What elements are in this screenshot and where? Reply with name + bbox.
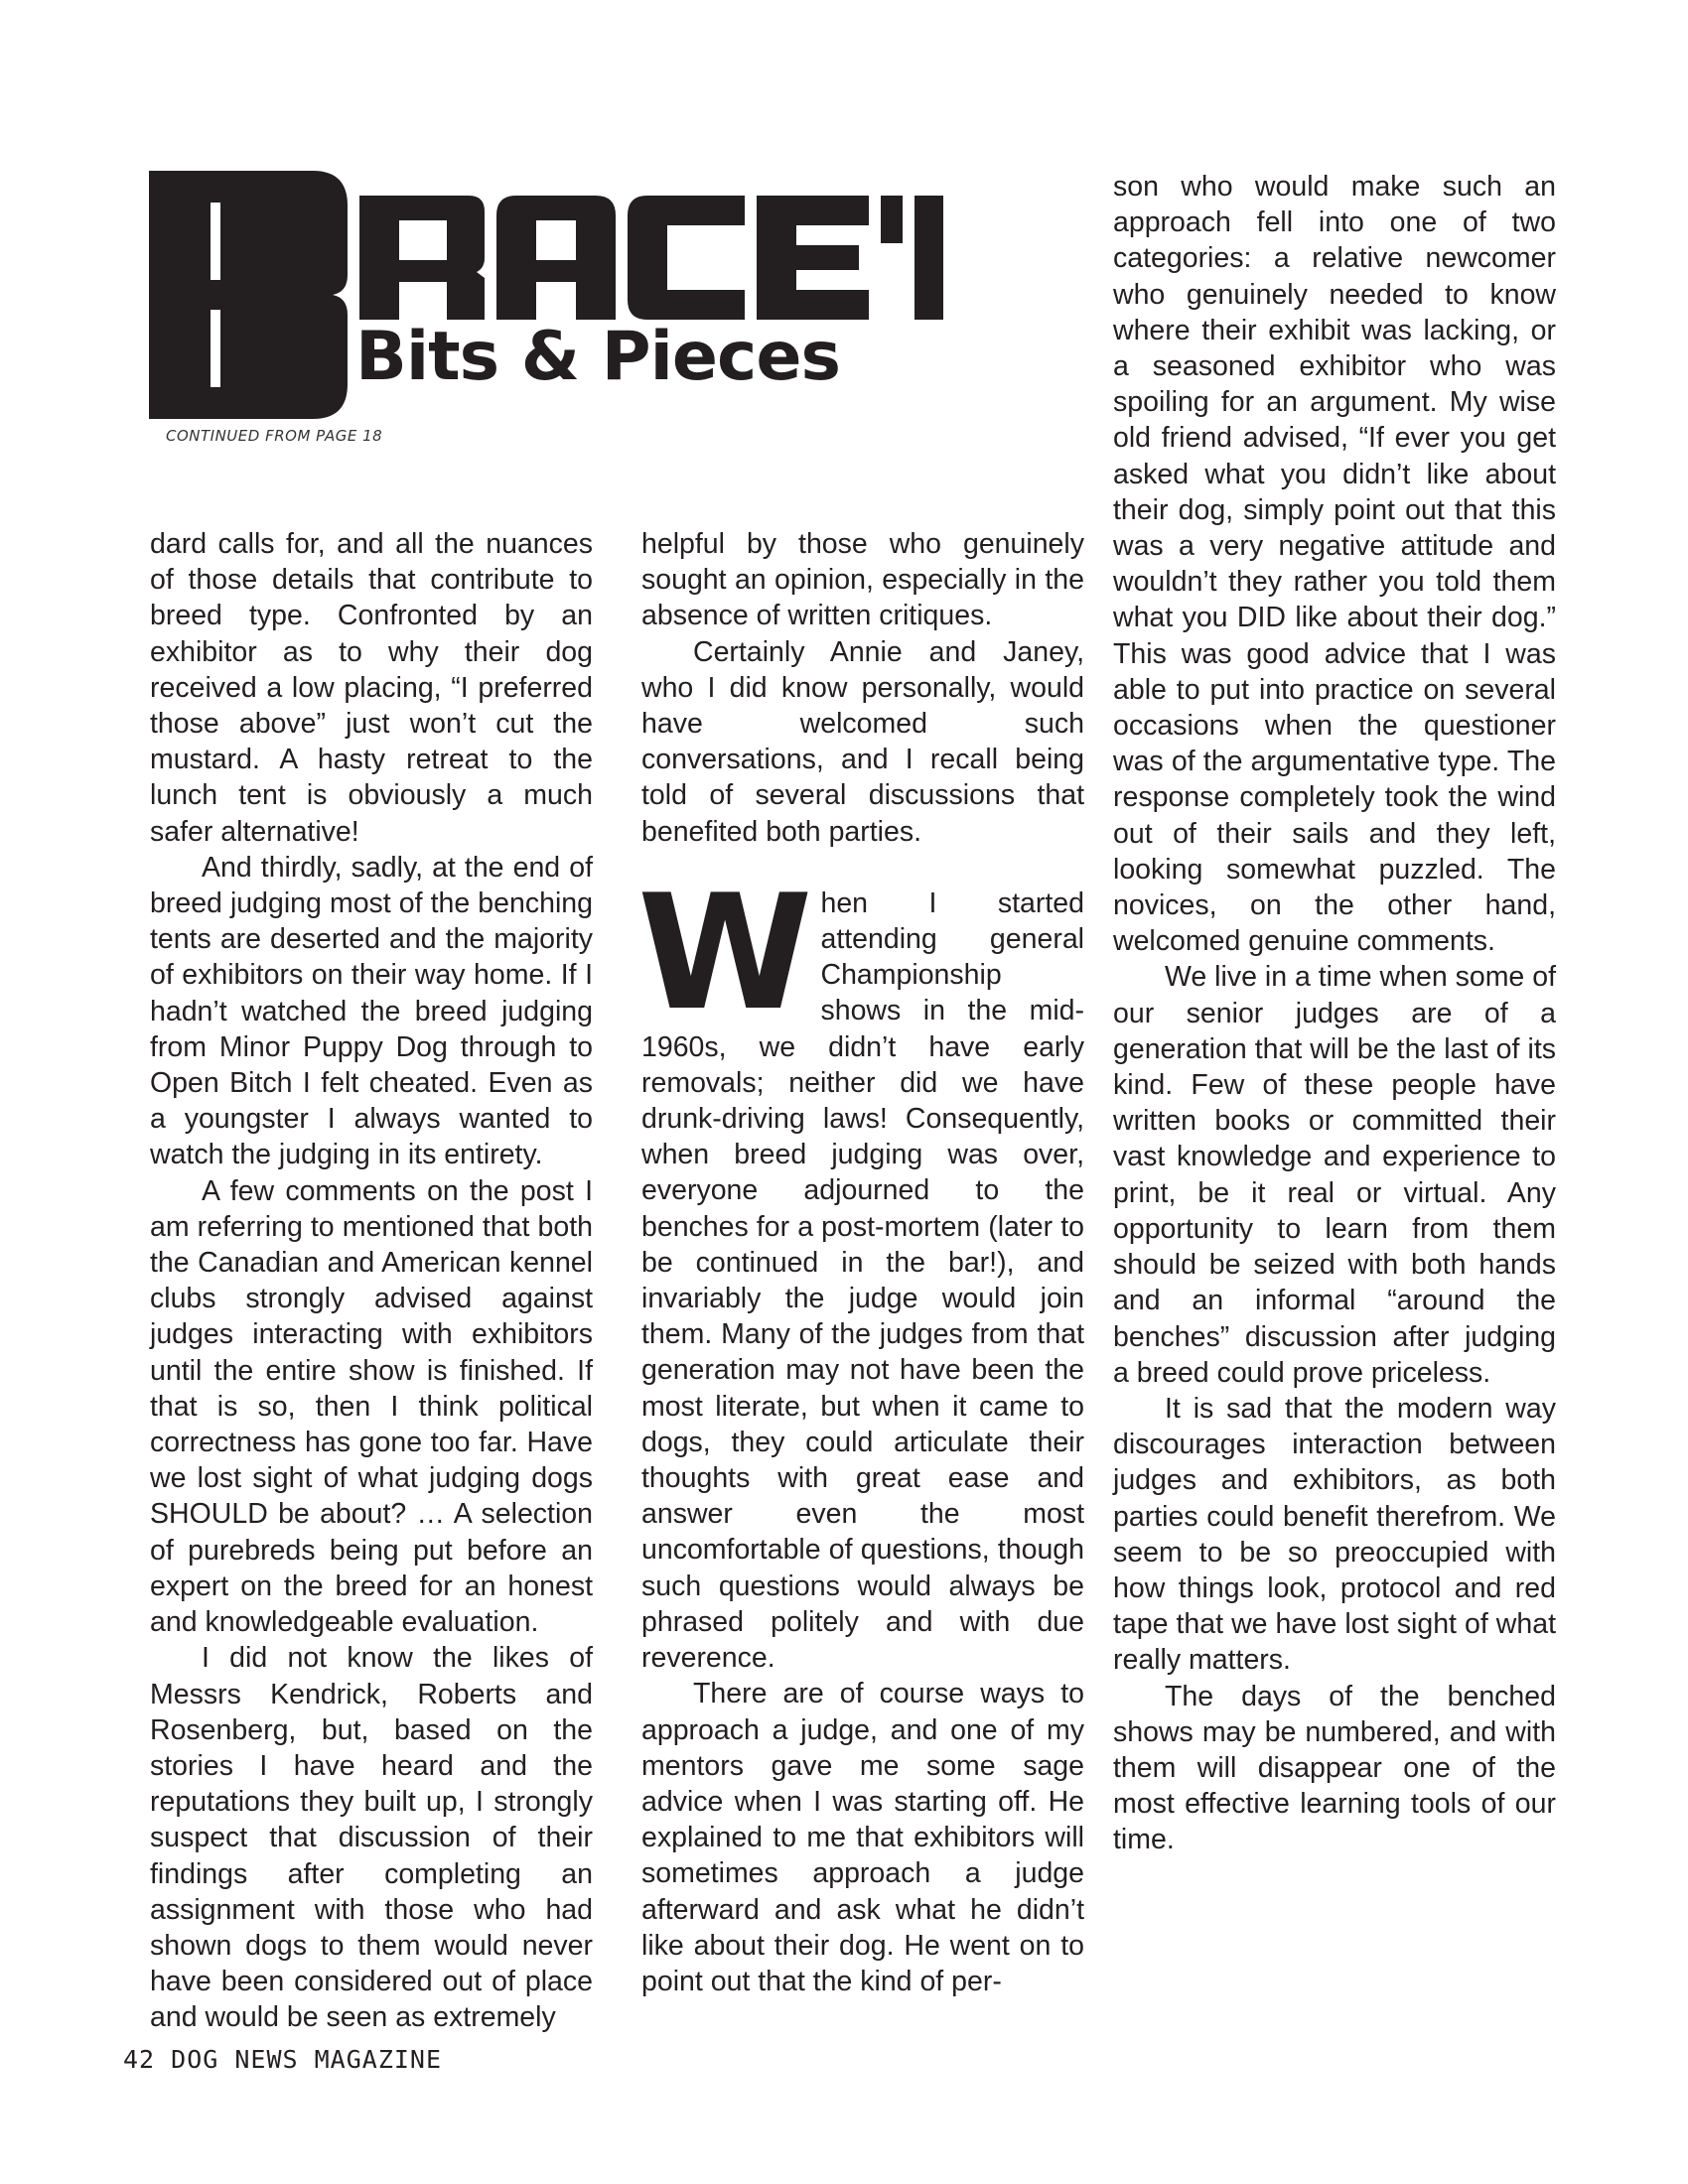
continued-note: CONTINUED FROM PAGE 18 — [166, 427, 383, 445]
paragraph: Certainly Annie and Janey, who I did know personally, would have welcomed such conversations, and I recall being told of several discussions that benefited both parties. — [641, 635, 1084, 848]
paragraph: There are of course ways to approach a judge, and one of my mentors gave me some sage advice when I was starting off. He explained to me that exhibitors will sometimes approach a judge afterward and ask what he didn’t like about their dog. He went on to point out that the kind of per- — [641, 1678, 1084, 1997]
subtitle-bits-pieces: Bits & Pieces — [355, 318, 840, 396]
article-column-1 — [150, 526, 593, 2036]
paragraph: And thirdly, sadly, at the end of breed judging most of the benching tents are deserted and the majority of exhibitors on their way home. If I hadn’t watched the breed judging from Minor Puppy Dog through to Open Bitch I felt cheated. Even as a youngster I always wanted to watch the judging in its entirety. — [150, 851, 593, 1171]
paragraph: We live in a time when some of our senior judges are of a generation that will be the last of its kind. Few of these people have written books or committed their vast knowledge and experience to print, be it real or virtual. Any opportunity to learn from them should be seized with both hands and an informal “around the benches” discussion after judging a breed could prove priceless. — [1113, 961, 1556, 1389]
paragraph: A few comments on the post I am referring to mentioned that both the Canadian and American kennel clubs strongly advised against judges interacting with exhibitors until the entire show is finished. If that is so, then I think political correctness has gone too far. Have we lost sight of what judging dogs SHOULD be about? … A selection of purebreds being put before an expert on the breed for an honest and knowledgeable evaluation. — [150, 1174, 593, 1639]
paragraph: The days of the benched shows may be numbered, and with them will disappear one of the most effective learning tools of our time. — [1113, 1680, 1556, 1856]
dropcap-paragraph-text: hen I started attending general Championship shows in the mid-1960s, we didn’t have early removals; neither did we have drunk-driving laws! Consequently, when breed judging was over, everyone adjourned to the benches for a post-mortem (later to be continued in the bar!), and invariably the judge would join them. Many of the judges from that generation may not have been the most literate, but when it came to dogs, they could articulate their thoughts with great ease and answer even the most uncomfortable of questions, though such questions would always be phrased politely and with due reverence. — [641, 887, 1084, 1675]
drop-cap-letter: W — [637, 859, 813, 1045]
paragraph: dard calls for, and all the nuances of those details that contribute to breed type. Confronted by an exhibitor as to why their dog received a low placing, “I preferred those above” just won’t cut the mustard. A hasty retreat to the lunch tent is obviously a much safer alternative! — [150, 528, 593, 848]
paragraph: helpful by those who genuinely sought an opinion, especially in the absence of written critiques. — [641, 528, 1084, 632]
dropcap-paragraph — [637, 859, 1084, 1676]
paragraph: son who would make such an approach fell into one of two categories: a relative newcomer who genuinely needed to know where their exhibit was lacking, or a seasoned exhibitor who was spoiling for an argument. My wise old friend advised, “If ever you get asked what you didn’t like about their dog, simply point out that this was a very negative attitude and wouldn’t they rather you told them what you DID like about their dog.” This was good advice that I was able to put into practice on several occasions when the questioner was of the argumentative type. The response completely took the wind out of their sails and they left, looking somewhat puzzled. The novices, on the other hand, welcomed genuine comments. — [1113, 171, 1556, 958]
paragraph: It is sad that the modern way discourages interaction between judges and exhibitors, as both parties could benefit therefrom. We seem to be so preoccupied with how things look, protocol and red tape that we have lost sight of what really matters. — [1113, 1392, 1556, 1677]
article-column-2 — [637, 526, 1084, 1999]
masthead-logo — [149, 171, 943, 419]
paragraph: I did not know the likes of Messrs Kendrick, Roberts and Rosenberg, but, based on the stories I have heard and the reputations they built up, I strongly suspect that discussion of their findings after completing an assignment with those who had shown dogs to them would never have been considered out of place and would be seen as extremely — [150, 1642, 593, 2034]
article-column-3 — [1113, 169, 1556, 1858]
page-footer: 42 DOG NEWS MAGAZINE — [123, 2045, 443, 2074]
